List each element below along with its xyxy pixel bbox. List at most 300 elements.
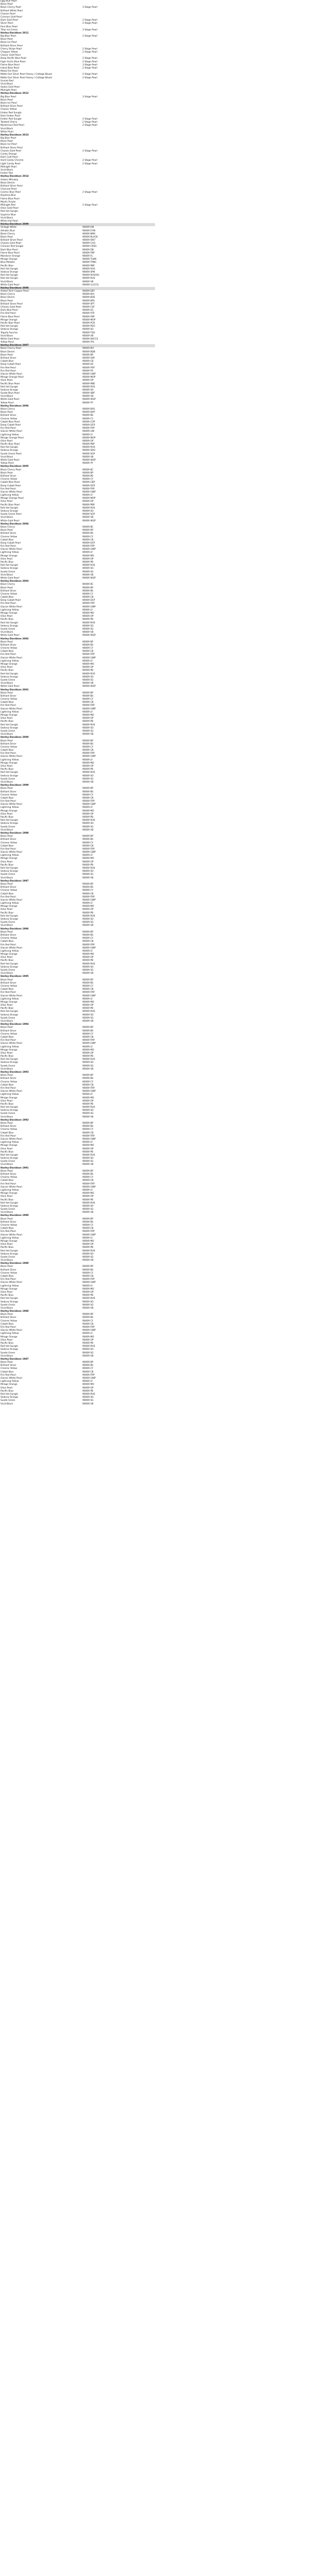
paint-code: 90009 CB xyxy=(82,1036,94,1039)
section-title: Harley-Davidson 1996 xyxy=(1,927,29,930)
color-name: White Gold Pearl xyxy=(1,283,20,286)
color-name: Pacific Blue Pearl xyxy=(1,503,20,506)
color-name: Pacific Blue xyxy=(1,1294,14,1297)
paint-code: 90009 CB xyxy=(82,796,94,800)
paint-code: 90009 SO xyxy=(82,1205,94,1208)
color-name: Olive Pearl xyxy=(1,1291,13,1294)
paint-code: 90009 SG xyxy=(82,969,94,972)
paint-code: 90009 LY xyxy=(82,758,93,761)
color-name: Cobalt Blue xyxy=(1,1083,14,1087)
color-name: Brilliant Silver xyxy=(1,643,16,647)
color-name: Suede Green xyxy=(1,777,15,781)
color-name: Olive Pearl xyxy=(1,1338,13,1342)
color-name: Cobalt Blue xyxy=(1,1370,14,1374)
color-name: White Gold Pearl xyxy=(1,337,20,341)
color-name: Cosmic Blue Pearl xyxy=(1,191,21,194)
paint-code: 90009 RHS xyxy=(82,1010,95,1013)
color-name: Suede Green xyxy=(1,570,15,573)
paint-code: 90009 GWP xyxy=(82,490,96,494)
paint-code: 90009 OP xyxy=(82,379,94,382)
paint-code: 3 Stage Pearl xyxy=(82,6,98,9)
section-title: Harley-Davidson 2007 xyxy=(0,344,155,347)
color-name: Chassis Yellow xyxy=(1,108,17,111)
color-name: Glacier White Pearl xyxy=(1,1138,22,1141)
paint-code: 90009 VB xyxy=(82,631,94,634)
color-name: White Gold Pearl xyxy=(1,459,20,462)
color-name: Red Hot Sunglo xyxy=(1,1393,18,1396)
paint-code: 90009 VB xyxy=(82,1115,94,1118)
paint-code: 90009 SG xyxy=(82,1112,94,1115)
paint-code: 90009 VB xyxy=(82,516,94,519)
color-name: Cobalt Blue xyxy=(1,1275,14,1278)
paint-code: 90009 BS xyxy=(82,1173,94,1176)
paint-code: 90009 GWP xyxy=(82,372,96,376)
paint-code: 90009 CY xyxy=(82,417,94,420)
color-name: Black Pearl xyxy=(1,411,13,414)
color-row xyxy=(0,1163,155,1166)
paint-code: 90009 SG xyxy=(82,1303,94,1307)
paint-code: 90009 SBP xyxy=(82,392,95,395)
color-name: Vivid Black xyxy=(1,334,13,337)
color-name: Pacific Blue xyxy=(1,720,14,723)
color-row xyxy=(0,781,155,784)
color-name: Sedona Orange xyxy=(1,870,19,873)
paint-code: 90009 LY xyxy=(82,710,93,714)
paint-code: 90009 RHS xyxy=(82,1249,95,1252)
color-name: Brilliant Silver xyxy=(1,1364,16,1367)
paint-code: 90009 RHS xyxy=(82,1106,95,1109)
color-name: Red Hot Sunglo xyxy=(1,1249,18,1252)
color-name: Mirage Orange xyxy=(1,1287,18,1291)
paint-code: 90009 BS xyxy=(82,1221,94,1224)
color-name: Brilliant Silver xyxy=(1,838,16,841)
paint-code: 90009 PB xyxy=(82,618,94,621)
paint-code: 90009 CY xyxy=(82,745,94,749)
paint-code: 90009 MO xyxy=(82,1001,94,1004)
paint-code: 3 Stage Pearl xyxy=(82,63,98,66)
paint-code: 90009 SO xyxy=(82,918,94,921)
paint-code: 90009 BS xyxy=(82,934,94,937)
paint-code: 90009 WGP xyxy=(82,398,96,401)
color-name: Brilliant Silver xyxy=(1,886,16,889)
paint-code: 90009 BP xyxy=(82,529,94,532)
paint-code: 90009 SO xyxy=(82,1157,94,1160)
paint-code: 3 Stage Pearl xyxy=(82,28,98,31)
paint-code: 90009 CY xyxy=(82,1319,94,1323)
paint-code: 90009 PB xyxy=(82,768,94,771)
paint-code: 90009 LY xyxy=(82,1093,93,1096)
paint-code: 90009 BP xyxy=(82,1122,94,1125)
paint-code: 90009 BS xyxy=(82,1029,94,1032)
color-name: Tequila Sunrise xyxy=(1,331,18,334)
color-name: Cobalt Blue xyxy=(1,1179,14,1182)
color-name: Big Blue Pearl xyxy=(1,35,16,38)
color-name: Chrome Yellow xyxy=(1,985,18,988)
color-name: White Gold Pearl xyxy=(1,519,20,522)
color-name: Vivid Black xyxy=(1,573,13,577)
color-name: Olive Pearl xyxy=(1,666,13,669)
paint-code: 90009 WGP xyxy=(82,519,96,522)
paint-code: 90009 FL xyxy=(82,255,93,258)
color-name: Fire Red Pearl xyxy=(1,943,16,946)
paint-code: 90009 SO xyxy=(82,510,94,513)
color-name: Flame Blue Pearl xyxy=(1,251,20,255)
color-name: Brilliant Silver xyxy=(1,589,16,592)
paint-code: 90009 SSR xyxy=(82,357,95,360)
color-name: Black Pearl xyxy=(1,586,13,589)
color-name: Mirage Orange xyxy=(1,1240,18,1243)
paint-code: 90009 SO xyxy=(82,388,94,392)
paint-code: 90009 VB xyxy=(82,1067,94,1071)
color-row xyxy=(0,829,155,832)
paint-code: 2 Stage Pearl xyxy=(82,159,98,162)
paint-code: 90009 BS xyxy=(82,838,94,841)
color-name: Sedona Orange xyxy=(1,1252,19,1256)
color-name: Glacier White Pearl xyxy=(1,656,22,659)
color-name: Glacier White Pearl xyxy=(1,994,22,997)
color-name: Mirage Orange xyxy=(1,953,18,956)
color-name: Vivid Black xyxy=(1,682,13,685)
color-name: Mirage Orange xyxy=(1,905,18,908)
color-name: Sedona Orange xyxy=(1,675,19,679)
paint-code: 90009 OP xyxy=(82,1386,94,1389)
paint-code: 90009 PBP xyxy=(82,503,95,506)
color-name: Black Pearl xyxy=(1,471,13,474)
color-name: Lightning Yellow xyxy=(1,659,19,663)
color-name: Ember Red xyxy=(1,172,13,175)
color-name: Fire Red Pearl xyxy=(1,1039,16,1042)
color-name: Sedona Orange xyxy=(1,918,19,921)
color-name: White Gold Pearl xyxy=(1,634,20,637)
color-name: Brilliant Silver xyxy=(1,742,16,745)
paint-code: 2 Stage Pearl xyxy=(82,124,98,127)
paint-code: 90009 RHS xyxy=(82,914,95,918)
paint-code: 90009 OP xyxy=(82,500,94,503)
paint-code: 2 Stage Pearl xyxy=(82,162,98,165)
color-name: Brilliant Silver Pearl xyxy=(1,239,23,242)
color-name: Olive Pearl xyxy=(1,1243,13,1246)
color-name: Black Cherry xyxy=(1,408,15,411)
model-year-section xyxy=(0,1262,326,1310)
color-name: Suede Green xyxy=(1,969,15,972)
color-name: Vivid Black xyxy=(1,168,13,172)
color-name: Chrome Yellow xyxy=(1,1080,18,1083)
model-year-section xyxy=(0,465,326,522)
paint-code: 90009 RHS xyxy=(82,1154,95,1157)
color-name: Sedona Orange xyxy=(1,774,19,777)
paint-code: 90009 SG xyxy=(82,1016,94,1020)
color-name: Dark Ember Pearl xyxy=(1,114,21,117)
paint-code: 90009 SO xyxy=(82,567,94,570)
color-name: Lightning Yellow xyxy=(1,1141,19,1144)
paint-code: 90009 PB xyxy=(82,1007,94,1010)
color-name: Olive Pearl xyxy=(1,439,13,443)
color-name: Pacific Blue xyxy=(1,959,14,962)
section-title: Harley-Davidson 2000 xyxy=(1,736,29,739)
paint-code: 90009 RHS xyxy=(82,564,95,567)
color-name: Olive Pearl xyxy=(1,1052,13,1055)
color-name: Sedona Orange xyxy=(1,510,19,513)
paint-code: 90009 CB xyxy=(82,1227,94,1230)
paint-code: 90009 CB xyxy=(82,596,94,599)
paint-code: 90009 RHS xyxy=(82,1393,95,1396)
color-name: Red Hot Sunglo xyxy=(1,277,18,280)
color-name: Vivid Black xyxy=(1,280,13,283)
paint-code: 90009 SO xyxy=(82,1252,94,1256)
color-name: Suede Green xyxy=(1,1208,15,1211)
paint-code: 90009 BPS xyxy=(82,299,95,302)
color-row xyxy=(0,131,155,134)
paint-code: 90009 COP xyxy=(82,420,95,423)
color-name: Black Pearl xyxy=(1,1074,13,1077)
paint-code: 90009 BP xyxy=(82,1170,94,1173)
color-name: Chrome Yellow xyxy=(1,1128,18,1131)
paint-code: 90009 PB xyxy=(82,1198,94,1201)
color-name: Chrome Yellow xyxy=(1,535,18,538)
paint-code: 90009 OP xyxy=(82,1195,94,1198)
color-name: Olive Pearl xyxy=(1,765,13,768)
paint-code: 90009 BDS xyxy=(82,296,95,299)
color-name: Pacific Blue xyxy=(1,1246,14,1249)
color-name: Pacific Blue xyxy=(1,816,14,819)
color-name: Glacier White Pearl xyxy=(1,372,22,376)
color-name: Mirage Orange Pearl xyxy=(1,497,24,500)
paint-code: 90009 CBP xyxy=(82,481,95,484)
color-name: Red Hot Sunglo xyxy=(1,210,18,213)
color-name: Glacier White Pearl xyxy=(1,946,22,950)
color-name: Suede Green xyxy=(1,1064,15,1067)
color-name: Lightning Yellow xyxy=(1,608,19,612)
color-name: Brilliant Silver Pearl xyxy=(1,302,23,306)
paint-code: 90009 SG xyxy=(82,1064,94,1067)
color-name: Red Hot Sunglo xyxy=(1,446,18,449)
paint-code: 90009 CRSG xyxy=(82,245,97,248)
color-name: Sedan Gold Pearl xyxy=(1,86,20,89)
paint-code: 90009 SGP xyxy=(82,452,95,455)
paint-code: 90009 WGP xyxy=(82,634,96,637)
model-year-section xyxy=(0,92,326,133)
color-name: Cobalt Blue xyxy=(1,940,14,943)
color-name: Mysterious Red Pearl xyxy=(1,124,24,127)
color-name: Suede Green xyxy=(1,1351,15,1354)
paint-code: 90009 SPT xyxy=(82,302,95,306)
color-name: Suede Green xyxy=(1,628,15,631)
paint-code: 90009 PB xyxy=(82,863,94,867)
paint-code: 90009 LY xyxy=(82,1045,93,1048)
paint-code: 2 Stage Pearl xyxy=(82,22,98,25)
color-name: Lightning Yellow xyxy=(1,758,19,761)
color-name: White Gold Pearl xyxy=(1,685,20,688)
paint-code: 90009 OP xyxy=(82,1338,94,1342)
color-name: Suede Green xyxy=(1,1399,15,1402)
color-name: Mirage Orange xyxy=(1,258,18,261)
color-name: Red Hot Sunglo xyxy=(1,1106,18,1109)
paint-code: 90009 CY xyxy=(82,985,94,988)
paint-code: 90009 GWP xyxy=(82,656,96,659)
color-name: Olive Pearl xyxy=(1,1386,13,1389)
color-name: Glacier White Pearl xyxy=(1,1281,22,1284)
section-title: Harley-Davidson 1987 xyxy=(1,1358,29,1361)
color-name: Fire Red Pearl xyxy=(1,1134,16,1138)
paint-code: 90009 LY xyxy=(82,433,93,436)
color-row xyxy=(0,1259,155,1262)
section-title: Harley-Davidson 1994 xyxy=(1,1023,29,1026)
color-name: Lightning Yellow xyxy=(1,1332,19,1335)
paint-code: 90009 FRP xyxy=(82,653,95,656)
paint-code: 90009 MO xyxy=(82,1096,94,1099)
paint-code: 90009 GW xyxy=(82,430,95,433)
color-name: Brilliant Silver xyxy=(1,1125,16,1128)
color-name: Fire Red Pearl xyxy=(1,895,16,899)
color-row xyxy=(0,972,155,975)
color-name: Amber Whiskey xyxy=(1,178,19,181)
paint-code: 90009 TRNC xyxy=(82,261,97,264)
color-row xyxy=(0,1403,155,1406)
color-name: Brilliant Silver xyxy=(1,474,16,478)
paint-code: 90009 CY xyxy=(82,478,94,481)
color-name: Pacific Blue Pearl xyxy=(1,321,20,325)
paint-code: 90009 FRP xyxy=(82,943,95,946)
color-row xyxy=(0,520,155,523)
paint-code: 2 Stage Pearl xyxy=(82,51,98,54)
color-name: Brilliant Silver xyxy=(1,357,16,360)
color-name: Cobalt Blue xyxy=(1,650,14,653)
color-name: Vivid Black xyxy=(1,876,13,879)
color-name: Olive Pearl xyxy=(1,1099,13,1103)
color-name: Ember Red Sunglo xyxy=(1,111,22,114)
paint-code: 90009 SO xyxy=(82,726,94,730)
color-name: Black Denim xyxy=(1,181,15,184)
paint-code: 90009 BP xyxy=(82,1265,94,1268)
color-name: Black Pearl xyxy=(1,1361,13,1364)
color-name: Flame Blue Pearl xyxy=(1,315,20,318)
color-name: Metal Fire Pearl xyxy=(1,70,18,73)
paint-code: 90009 BP xyxy=(82,787,94,790)
color-name: Yellow Pearl xyxy=(1,341,14,344)
paint-code: 90009 CB xyxy=(82,701,94,704)
color-name: Brilliant Silver Pearl xyxy=(1,44,23,47)
paint-code: 90009 FRP xyxy=(82,487,95,490)
color-name: Fire Red Pearl xyxy=(1,752,16,755)
paint-code: 90009 SG xyxy=(82,1256,94,1259)
paint-code: 90009 PB xyxy=(82,1294,94,1297)
paint-code: 90009 BP xyxy=(82,1026,94,1029)
color-name: Lightning Yellow xyxy=(1,1045,19,1048)
color-name: Olive Pearl xyxy=(1,557,13,561)
paint-code: 90009 BS xyxy=(82,643,94,647)
model-year-section xyxy=(0,928,326,976)
color-name: Mandarin Orange xyxy=(1,255,21,258)
color-name: Vivid Black xyxy=(1,516,13,519)
color-name: Red Hot Sunglo xyxy=(1,914,18,918)
paint-code: 90009 MO xyxy=(82,663,94,666)
paint-code: 90009 PB xyxy=(82,1389,94,1393)
paint-code: 90009 PB xyxy=(82,720,94,723)
paint-code: 90009 BP xyxy=(82,978,94,981)
paint-code: 90009 SDO xyxy=(82,449,95,452)
paint-code: 90009 BS xyxy=(82,532,94,535)
color-name: Red Hot Sunglo xyxy=(1,1058,18,1061)
paint-code: 90009 SO xyxy=(82,1013,94,1016)
color-row xyxy=(0,685,155,688)
color-name: Lightning Yellow xyxy=(1,433,19,436)
color-name: Cobalt Blue xyxy=(1,1323,14,1326)
paint-code: 90009 VB xyxy=(82,334,94,337)
color-name: Flame Blue Pearl xyxy=(1,63,20,66)
paint-code: 90009 PCB xyxy=(82,321,95,325)
paint-code: 90009 EYW xyxy=(82,229,96,232)
paint-code: 90009 FRP xyxy=(82,1326,95,1329)
color-name: Dark Blue Pearl xyxy=(1,248,18,251)
color-name: Chrome Yellow xyxy=(1,937,18,940)
color-name: Black Cherry xyxy=(1,293,15,296)
color-name: Pacific Blue xyxy=(1,1103,14,1106)
paint-code: 90009 MO xyxy=(82,612,94,615)
color-name: Lightning Yellow xyxy=(1,494,19,497)
paint-code: 90009 RHS xyxy=(82,1297,95,1300)
paint-code: 90009 CY xyxy=(82,698,94,701)
section-title: Harley-Davidson 1990 xyxy=(1,1214,29,1217)
color-name: Mirage Orange xyxy=(1,1048,18,1052)
color-name: Cherry Stripe Pearl xyxy=(1,47,22,50)
color-name: Lightning Yellow xyxy=(1,997,19,1001)
paint-code: 90009 SO xyxy=(82,1061,94,1064)
paint-code: 90009 CB xyxy=(82,1275,94,1278)
color-row xyxy=(0,1355,155,1358)
color-name: Yellow Pearl xyxy=(1,401,14,404)
paint-code: 2 Stage Pearl xyxy=(82,121,98,124)
color-name: Black Pearl xyxy=(1,1313,13,1316)
color-row xyxy=(0,220,155,223)
color-name: Red Hot Sunglo xyxy=(1,962,18,965)
model-year-section xyxy=(0,523,326,580)
color-name: Red Hot Sunglo xyxy=(1,1010,18,1013)
color-name: Sedona Orange xyxy=(1,1157,19,1160)
paint-code: 90009 RHS xyxy=(82,621,95,624)
paint-code: 90009 LY xyxy=(82,608,93,612)
color-name: Glacier White Pearl xyxy=(1,899,22,902)
color-name: Red Hot Sunglo xyxy=(1,621,18,624)
paint-code: 90009 WGP xyxy=(82,685,96,688)
paint-code: 90009 OP xyxy=(82,1243,94,1246)
paint-code: 90009 LY xyxy=(82,1332,93,1335)
paint-code: 90009 VB xyxy=(82,1354,94,1358)
paint-code: 90009 RHS xyxy=(82,1058,95,1061)
paint-code: 90009 MOP xyxy=(82,318,96,321)
paint-code: 90009 FRP xyxy=(82,752,95,755)
paint-code: 90009 BP xyxy=(82,691,94,694)
paint-code: 90009 VB xyxy=(82,1020,94,1023)
paint-code: 90009 GWP xyxy=(82,851,96,854)
color-row xyxy=(0,29,155,32)
model-year-section xyxy=(0,223,326,287)
paint-code: 90009 FRP xyxy=(82,704,95,707)
color-row xyxy=(0,1068,155,1071)
paint-code: 90009 SG xyxy=(82,777,94,781)
paint-code: 90009 BS xyxy=(82,1268,94,1272)
paint-code: 90009 GWP xyxy=(82,1233,96,1236)
color-name: Chrome Yellow xyxy=(1,1272,18,1275)
paint-code: 90009 VB xyxy=(82,781,94,784)
paint-code: 90009 VB xyxy=(82,1402,94,1405)
section-title: Harley-Davidson 1989 xyxy=(1,1262,29,1265)
model-year-section xyxy=(0,832,326,880)
color-name: Pacific Blue xyxy=(1,618,14,621)
paint-code: 90009 SG xyxy=(82,1160,94,1163)
paint-code: 90009 CY xyxy=(82,1176,94,1179)
color-name: Brilliant Silver xyxy=(1,1268,16,1272)
color-name: Brilliant Silver xyxy=(1,790,16,793)
